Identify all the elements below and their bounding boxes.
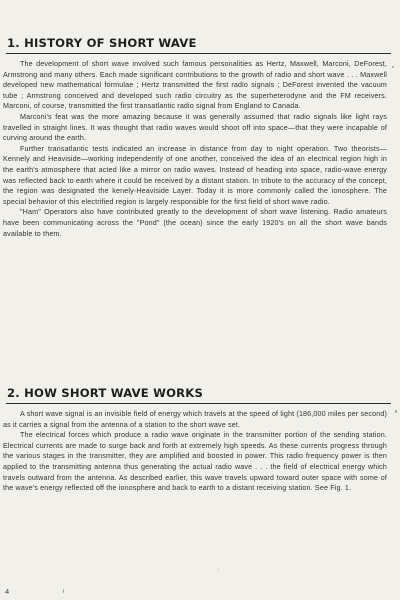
paragraph: A short wave signal is an invisible field of energy which travels at the speed of light (186,000 miles per second) as it carries a signal from the antenna of a station to the short wave set. — [3, 410, 387, 429]
section-body — [3, 59, 387, 239]
paragraph: Marconi's feat was the more amazing because it was generally assumed that radio signals like light rays travelled in straight lines. It was thought that radio waves would shoot off into space—that they were incapable of curving around the earth. — [3, 112, 387, 143]
heading-underline — [6, 53, 391, 54]
page-number: 4 — [5, 587, 10, 596]
heading-underline — [6, 403, 391, 404]
paragraph: The electrical forces which produce a radio wave originate in the transmitter portion of the sending station. Electrical currents are made to surge back and forth at extremely high speeds. As these currents progress through the various stages in the transmitter, they are amplified and boosted in power. This radio frequency power is then applied to the transmitting antenna thus generating the actual radio wave . . . the field of electrical energy which travels outward from the antenna. As described earlier, this wave travels upward toward outer space with some of the wave's energy reflected off the ionosphere and back to earth to a distant receiving station. See Fig. 1. — [3, 431, 387, 493]
paper-speck — [395, 410, 397, 413]
section-body — [3, 409, 387, 494]
section-heading: 2. HOW SHORT WAVE WORKS — [7, 386, 204, 400]
paper-speck — [392, 66, 394, 68]
paragraph: "Ham" Operators also have contributed greatly to the development of short wave listening. Radio amateurs have been communicating across the "Pond" (the ocean) since the early 1920's on all the short wave bands available to them. — [3, 208, 387, 238]
section-heading: 1. HISTORY OF SHORT WAVE — [7, 36, 197, 50]
paper-speck — [218, 569, 219, 570]
paragraph: The development of short wave involved such famous personalities as Hertz, Maxwell, Marconi, DeForest, Armstrong and many others. Each made significant contributions to the growth of radio and short wave . . . Maxwell developed new mathematical formulae ; Hertz transmitted the first radio signals ; DeForest invented the vacuum tube ; Armstrong conceived and developed such radio circuitry as the superheterodyne and the FM receivers. Marconi, of course, transmitted the first transatlantic radio signal from England to Canada. — [3, 60, 387, 111]
paper-speck — [63, 589, 64, 593]
paragraph: Further transatlantic tests indicated an increase in distance from day to night operation. Two theorists—Kennely and Heaviside—working independently of one another, conceived the idea of an electrical region high in the earth's atmosphere that acted like a mirror on radio waves. Instead of heading into space, radio-wave energy was reflected back to earth where it could be received by a distant station. In tribute to the accuracy of the concept, the region was designated the kenely-Heaviside Layer. Today it is more commonly called the ionosphere. The special behavior of this electrified region is largely responsible for the first field of short wave radio. — [3, 144, 387, 206]
